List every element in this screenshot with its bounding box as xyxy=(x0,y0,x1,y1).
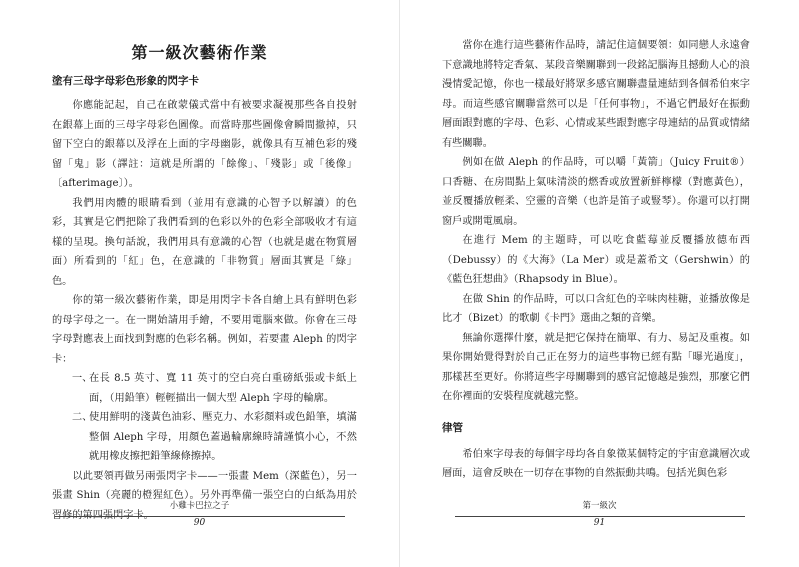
paragraph: 當你在進行這些藝術作品時，請記住這個要領：如同戀人永遠會下意識地將特定香氣、某段音樂關聯到一段銘記腦海且撼動人心的浪漫情愛記憶，你也一樣最好將眾多感官關聯盡量連結到各個希伯來字母。而這些感官關聯當然可以是「任何事物」，不過它們最好在振動層面跟對應的字母、色彩、心情或某些跟對應字母連結的品質或情緒有些關聯。 xyxy=(442,40,750,149)
section-heading: 塗有三母字母彩色形象的閃字卡 xyxy=(52,75,199,87)
chapter-title: 第一級次藝術作業 xyxy=(131,43,268,62)
paragraph: 例如在做 Aleph 的作品時，可以嚼「黃箭」（Juicy Fruit®）口香糖、在房間點上氣味清淡的燃香或放置新鮮檸檬（對應黃色），並反覆播放輕柔、空靈的音樂（也許是笛子或豎琴）。你還可以打開窗戶或開電風扇。 xyxy=(442,157,750,227)
left-page xyxy=(0,0,399,567)
paragraph: 你的第一級次藝術作業，即是用閃字卡各自繪上具有鮮明色彩的母字母之一。在一開始請用手繪，不要用電腦來做。你會在三母字母對應表上面找到對應的色彩名稱。例如，若要畫 Aleph 的閃字卡： xyxy=(52,295,357,365)
paragraph: 你應能記起，自己在啟蒙儀式當中有被要求凝視那些各自投射在銀幕上面的三母字母彩色圖像。而當時那些圖像會瞬間撤掉，只留下空白的銀幕以及浮在上面的字母幽影，就像具有互補色彩的殘留「鬼」影（譯註：這就是所謂的「餘像」、「殘影」或「後像」〔afterimage〕）。 xyxy=(52,100,357,189)
page-number: 90 xyxy=(186,518,213,528)
running-footer: 小雞卡巴拉之子 xyxy=(169,501,230,511)
list-item xyxy=(52,369,357,408)
footer-rule xyxy=(55,516,345,517)
paragraph: 無論你選擇什麼，就是把它保持在簡單、有力、易記及重複。如果你開始覺得對於自己正在努力的這些事物已經有點「曝光過度」，那樣甚至更好。你將這些字母關聯到的感官記憶越是強烈，那麼它們在你裡面的安裝程度就越完整。 xyxy=(442,332,750,402)
footer-rule xyxy=(455,516,745,517)
list-item-text: 在長 8.5 英寸、寬 11 英寸的空白亮白重磅紙張或卡紙上面，（用鉛筆）輕輕描出一個大型 Aleph 字母的輪廓。 xyxy=(89,373,357,404)
paragraph: 我們用肉體的眼睛看到（並用有意識的心智予以解讀）的色彩，其實是它們把除了我們看到的色彩以外的色彩全部吸收才有這樣的呈現。換句話說，我們用具有意識的心智（也就是處在物質層面）所看到的「紅」色，在意識的「非物質」層面其實是「綠」色。 xyxy=(52,197,357,287)
right-page xyxy=(400,0,799,567)
list-item-number: 一、 xyxy=(72,373,93,384)
right-footer xyxy=(400,500,799,536)
running-footer: 第一級次 xyxy=(582,501,617,511)
list-item-number: 二、 xyxy=(72,412,93,423)
section-heading: 律管 xyxy=(442,421,463,434)
list-item-text: 使用鮮明的淺黃色油彩、壓克力、水彩顏料或色鉛筆，填滿整個 Aleph 字母，用顏色蓋過輪廓線時請謹慎小心，不然就用橡皮擦把鉛筆線條擦掉。 xyxy=(89,412,357,462)
right-text-column xyxy=(442,36,750,484)
paragraph: 在進行 Mem 的主題時，可以吃食藍莓並反覆播放德布西（Debussy）的《大海》（La Mer）或是蓋希文（Gershwin）的《藍色狂想曲》（Rhapsody in Blue）。 xyxy=(442,235,750,285)
paragraph: 以此要領再做另兩張閃字卡——一張畫 Mem（深藍色），另一張畫 Shin（亮麗的橙猩紅色）。另外再準備一張空白的白紙為用於習修的第四張閃字卡。 xyxy=(52,470,357,521)
left-footer xyxy=(0,500,399,536)
list-item xyxy=(52,408,357,467)
paragraph: 希伯來字母表的每個字母均各自象徵某個特定的宇宙意識層次或層面，這會反映在一切存在事物的自然振動共鳴。包括光與色彩 xyxy=(442,448,750,479)
left-text-column xyxy=(52,72,357,525)
page-number: 91 xyxy=(586,518,613,528)
paragraph: 在做 Shin 的作品時，可以口含紅色的辛味肉桂糖，並播放像是比才（Bizet）的歌劇《卡門》選曲之類的音樂。 xyxy=(442,293,750,324)
